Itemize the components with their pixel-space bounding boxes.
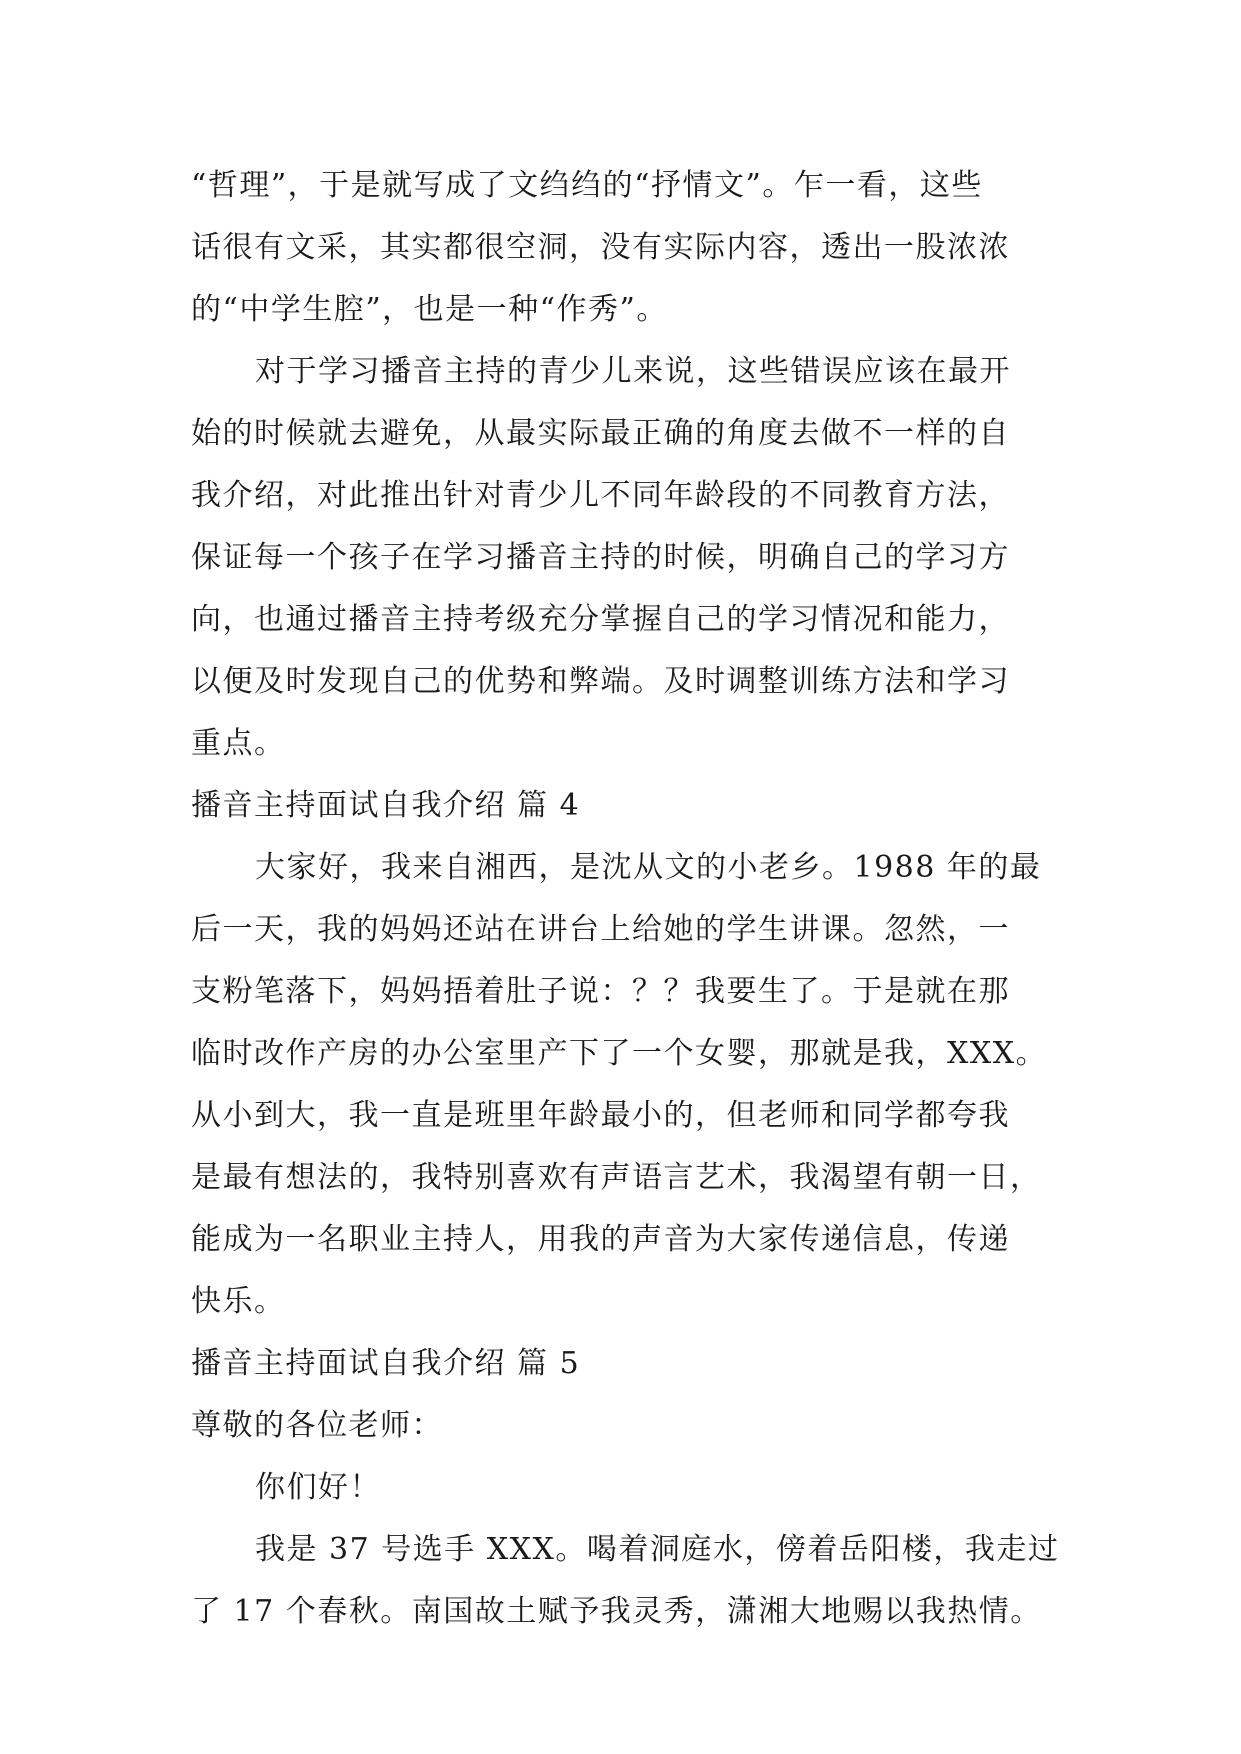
- paragraph-line: 快乐。: [191, 1284, 286, 1319]
- paragraph-line: 是最有想法的，我特别喜欢有声语言艺术，我渴望有朝一日，: [191, 1160, 1042, 1195]
- paragraph-line: 重点。: [191, 726, 286, 761]
- document-body: [191, 155, 1061, 1643]
- paragraph-line: “哲理”，于是就写成了文绉绉的“抒情文”。乍一看，这些: [191, 168, 983, 203]
- paragraph-line: 你们好！: [255, 1470, 381, 1505]
- section-heading: 播音主持面试自我介绍 篇 5: [191, 1346, 581, 1381]
- paragraph-line: 对于学习播音主持的青少儿来说，这些错误应该在最开: [255, 354, 1011, 389]
- section-heading: 播音主持面试自我介绍 篇 4: [191, 788, 581, 823]
- paragraph-line: 以便及时发现自己的优势和弊端。及时调整训练方法和学习: [191, 664, 1010, 699]
- paragraph-line: 我介绍，对此推出针对青少儿不同年龄段的不同教育方法，: [191, 478, 1010, 513]
- paragraph-line: 从小到大，我一直是班里年龄最小的，但老师和同学都夸我: [191, 1098, 1010, 1133]
- paragraph-line: 的“中学生腔”，也是一种“作秀”。: [191, 292, 668, 327]
- paragraph-line: 后一天，我的妈妈还站在讲台上给她的学生讲课。忽然，一: [191, 912, 1010, 947]
- paragraph-line: 始的时候就去避免，从最实际最正确的角度去做不一样的自: [191, 416, 1010, 451]
- paragraph-line: 我是 37 号选手 XXX。喝着洞庭水，傍着岳阳楼，我走过: [255, 1532, 1060, 1567]
- paragraph-line: 了 17 个春秋。南国故土赋予我灵秀，潇湘大地赐以我热情。: [191, 1594, 1042, 1629]
- paragraph-line: 话很有文采，其实都很空洞，没有实际内容，透出一股浓浓: [191, 230, 1010, 265]
- salutation: 尊敬的各位老师：: [191, 1408, 443, 1443]
- paragraph-line: 临时改作产房的办公室里产下了一个女婴，那就是我，XXX。: [191, 1036, 1048, 1071]
- paragraph-line: 支粉笔落下，妈妈捂着肚子说：？？我要生了。于是就在那: [191, 974, 1010, 1009]
- paragraph-line: 保证每一个孩子在学习播音主持的时候，明确自己的学习方: [191, 540, 1010, 575]
- paragraph-line: 向，也通过播音主持考级充分掌握自己的学习情况和能力，: [191, 602, 1010, 637]
- paragraph-line: 大家好，我来自湘西，是沈从文的小老乡。1988 年的最: [255, 850, 1042, 885]
- paragraph-line: 能成为一名职业主持人，用我的声音为大家传递信息，传递: [191, 1222, 1010, 1257]
